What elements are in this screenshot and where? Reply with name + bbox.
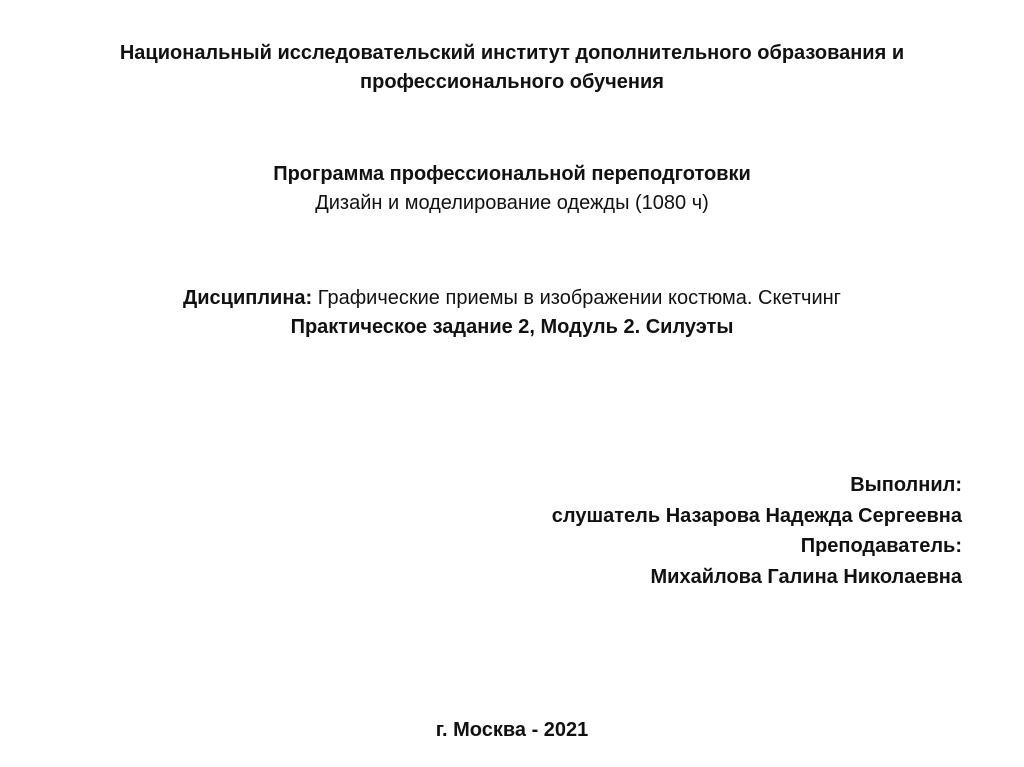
student-name: слушатель Назарова Надежда Сергеевна	[551, 504, 962, 527]
program-block	[0, 160, 1024, 218]
institute-name-line-1: Национальный исследовательский институт дополнительного образования и	[119, 42, 905, 64]
program-title: Программа профессиональной переподготовки	[273, 163, 751, 185]
assignment-title: Практическое задание 2, Модуль 2. Силуэты	[290, 316, 734, 338]
discipline-line	[0, 284, 1024, 313]
discipline-block	[0, 284, 1024, 342]
discipline-value: Графические приемы в изображении костюма. Скетчинг	[312, 287, 841, 309]
teacher-label: Преподаватель:	[800, 535, 962, 557]
institute-name	[0, 39, 1024, 97]
program-name: Дизайн и моделирование одежды (1080 ч)	[315, 192, 709, 214]
teacher-name: Михайлова Галина Николаевна	[650, 565, 962, 588]
city-year: г. Москва - 2021	[435, 719, 589, 741]
discipline-label: Дисциплина:	[183, 287, 313, 309]
signature-block	[362, 470, 962, 592]
institute-name-line-2: профессионального обучения	[360, 71, 664, 93]
performed-label: Выполнил:	[850, 474, 962, 496]
